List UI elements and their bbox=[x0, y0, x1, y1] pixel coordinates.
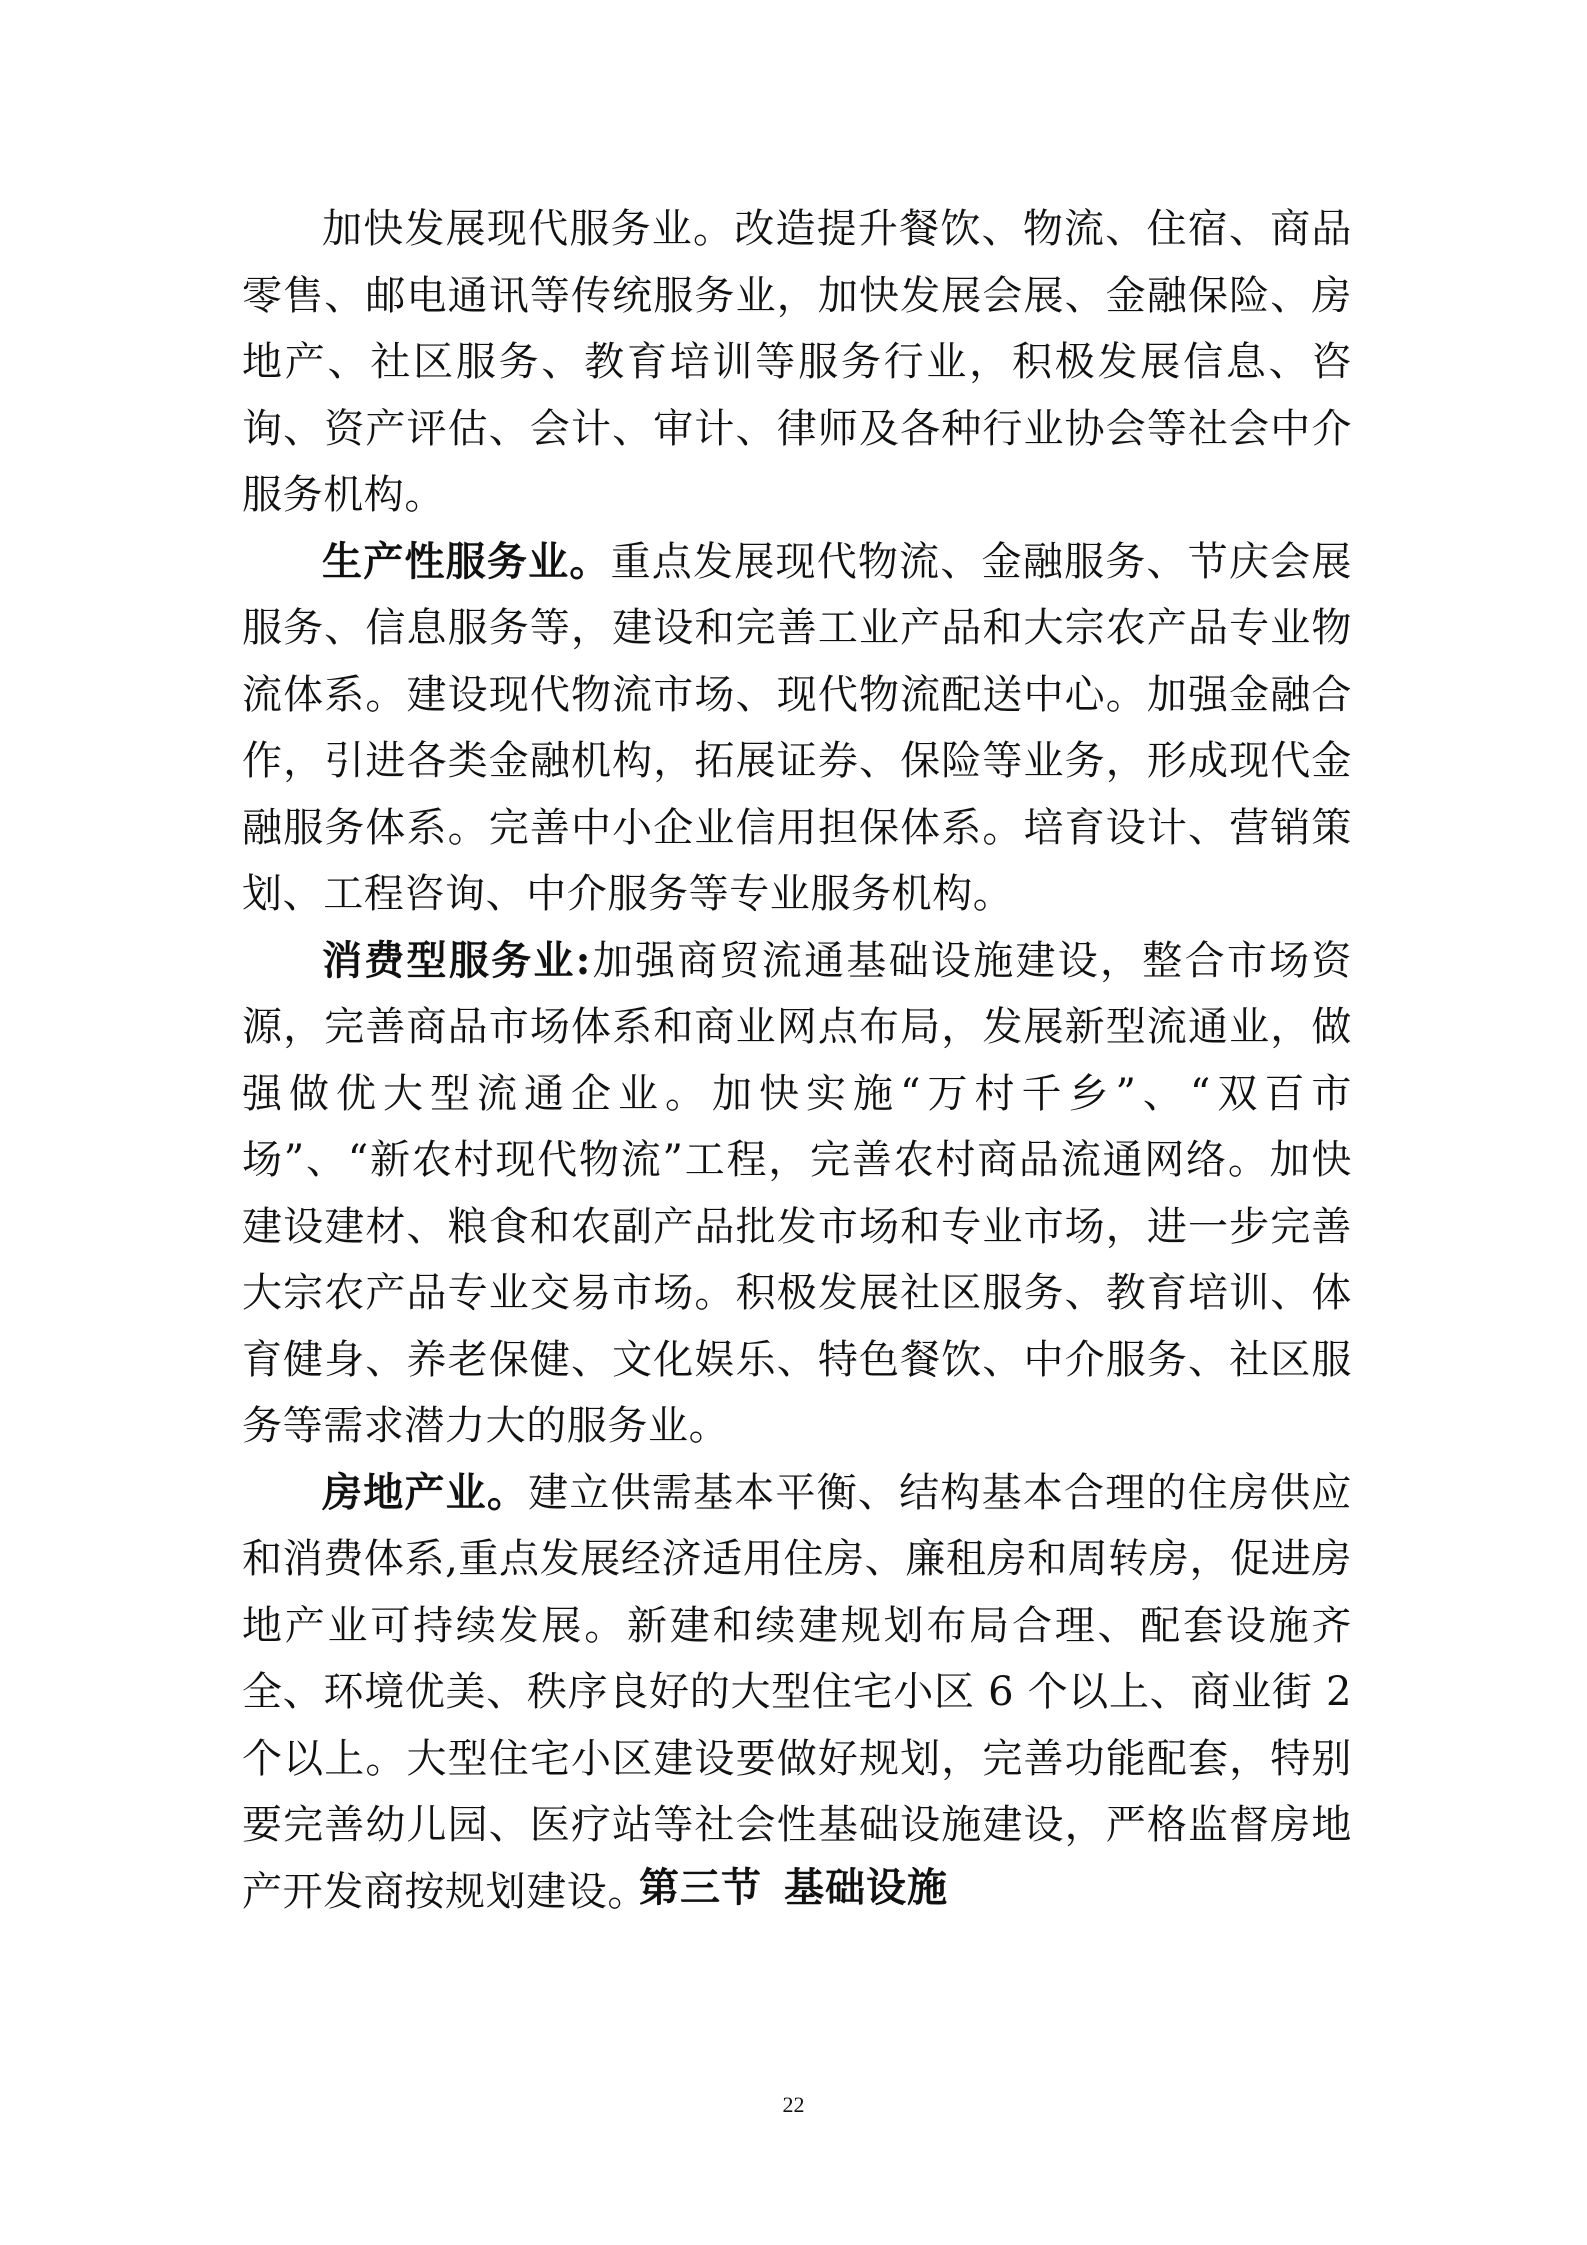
paragraph-text: 建立供需基本平衡、结构基本合理的住房供应和消费体系,重点发展经济适用住房、廉租房和周转房，促进房地产业可持续发展。新建和续建规划布局合理、配套设施齐全、环境优美、秩序良好的大型住宅小区 6 个以上、商业街 2 个以上。大型住宅小区建设要做好规划，完善功能配套，特别要完善幼儿园、医疗站等社会性基础设施建设，严格监督房地产开发商按规划建设。 bbox=[242, 1469, 1352, 1915]
paragraph-lead: 生产性服务业。 bbox=[322, 537, 611, 585]
paragraph-text: 加快发展现代服务业。改造提升餐饮、物流、住宿、商品零售、邮电通讯等传统服务业，加快发展会展、金融保险、房地产、社区服务、教育培训等服务行业，积极发展信息、咨询、资产评估、会计、审计、律师及各种行业协会等社会中介服务机构。 bbox=[242, 206, 1352, 518]
section-title: 基础设施 bbox=[784, 1864, 948, 1911]
page-number: 22 bbox=[782, 2092, 805, 2117]
paragraph-modern-services bbox=[242, 196, 1352, 529]
body-text bbox=[242, 196, 1352, 1925]
paragraph-real-estate bbox=[242, 1460, 1352, 1926]
paragraph-text: 重点发展现代物流、金融服务、节庆会展服务、信息服务等，建设和完善工业产品和大宗农产品专业物流体系。建设现代物流市场、现代物流配送中心。加强金融合作，引进各类金融机构，拓展证券、保险等业务，形成现代金融服务体系。完善中小企业信用担保体系。培育设计、营销策划、工程咨询、中介服务等专业服务机构。 bbox=[242, 538, 1352, 917]
paragraph-lead: 消费型服务业: bbox=[322, 936, 592, 984]
paragraph-consumer-services bbox=[242, 928, 1352, 1460]
section-heading bbox=[0, 1858, 1587, 1918]
paragraph-text: 加强商贸流通基础设施建设，整合市场资源，完善商品市场体系和商业网点布局，发展新型流通业，做强做优大型流通企业。加快实施“万村千乡”、“双百市场”、“新农村现代物流”工程，完善农村商品流通网络。加快建设建材、粮食和农副产品批发市场和专业市场，进一步完善大宗农产品专业交易市场。积极发展社区服务、教育培训、体育健身、养老保健、文化娱乐、特色餐饮、中介服务、社区服务等需求潜力大的服务业。 bbox=[242, 937, 1352, 1449]
paragraph-lead: 房地产业。 bbox=[322, 1468, 529, 1516]
paragraph-productive-services bbox=[242, 529, 1352, 928]
section-number: 第三节 bbox=[639, 1864, 762, 1911]
